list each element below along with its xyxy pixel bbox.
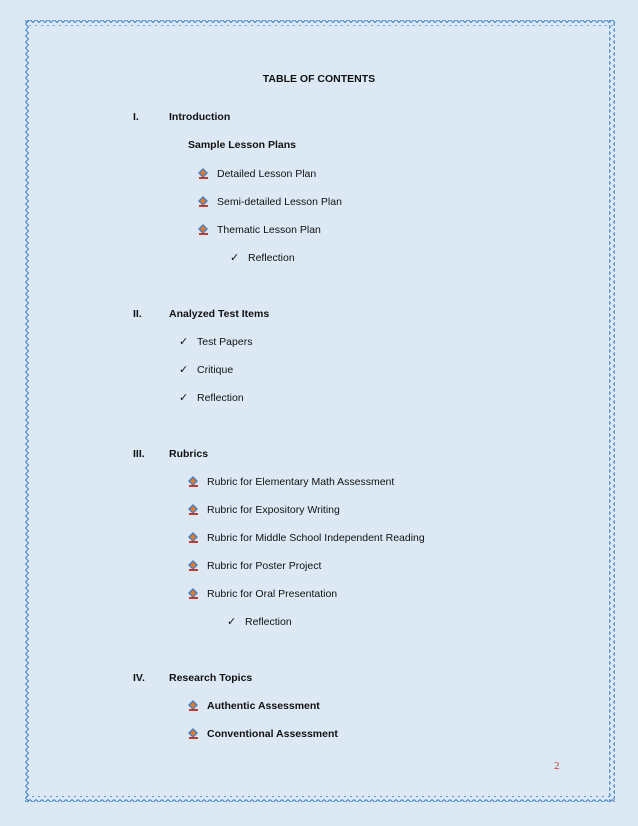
toc-item-label: Reflection xyxy=(245,616,292,628)
check-mark-icon: ✓ xyxy=(179,364,189,376)
toc-item-label: Conventional Assessment xyxy=(207,728,338,740)
section-4-heading: Research Topics xyxy=(169,672,253,684)
toc-item xyxy=(179,391,244,405)
toc-item-label: Rubric for Middle School Independent Reading xyxy=(207,532,425,544)
toc-item-label: Thematic Lesson Plan xyxy=(217,224,321,236)
toc-item-label: Rubric for Expository Writing xyxy=(207,504,340,516)
section-4-numeral: IV. xyxy=(133,672,145,684)
check-mark-icon: ✓ xyxy=(227,616,237,628)
page-title: TABLE OF CONTENTS xyxy=(262,73,376,85)
toc-item xyxy=(179,363,233,377)
section-2-heading: Analyzed Test Items xyxy=(169,308,270,320)
diamond-bullet-icon xyxy=(198,168,209,180)
diamond-bullet-icon xyxy=(188,532,199,544)
toc-item xyxy=(227,615,292,629)
diamond-bullet-icon xyxy=(188,588,199,600)
toc-item-label: Reflection xyxy=(248,252,295,264)
toc-item-label: Critique xyxy=(197,364,234,376)
toc-item-label: Reflection xyxy=(197,392,244,404)
section-1-heading: Introduction xyxy=(169,111,231,123)
toc-item xyxy=(179,335,252,349)
toc-item-label: Semi-detailed Lesson Plan xyxy=(217,196,342,208)
diamond-bullet-icon xyxy=(198,196,209,208)
page-number: 2 xyxy=(554,760,560,772)
toc-item xyxy=(188,475,394,489)
toc-item xyxy=(188,531,425,545)
toc-item xyxy=(188,727,338,741)
section-2-numeral: II. xyxy=(133,308,142,320)
diamond-bullet-icon xyxy=(188,728,199,740)
toc-item-label: Sample Lesson Plans xyxy=(188,139,296,151)
toc-item-label: Detailed Lesson Plan xyxy=(217,168,317,180)
section-1-numeral: I. xyxy=(133,111,139,123)
check-mark-icon: ✓ xyxy=(230,252,240,264)
check-mark-icon: ✓ xyxy=(179,336,189,348)
toc-item-label: Test Papers xyxy=(197,336,253,348)
section-3-heading: Rubrics xyxy=(169,448,209,460)
diamond-bullet-icon xyxy=(188,504,199,516)
toc-item xyxy=(198,223,321,237)
toc-item xyxy=(188,503,340,517)
toc-item xyxy=(188,699,320,713)
toc-item xyxy=(230,251,295,265)
section-3-numeral: III. xyxy=(133,448,145,460)
toc-item-label: Authentic Assessment xyxy=(207,700,320,712)
toc-item-label: Rubric for Elementary Math Assessment xyxy=(207,476,395,488)
check-mark-icon: ✓ xyxy=(179,392,189,404)
toc-item xyxy=(198,195,342,209)
toc-item xyxy=(188,559,321,573)
toc-item xyxy=(198,167,316,181)
toc-item-label: Rubric for Oral Presentation xyxy=(207,588,338,600)
toc-item-label: Rubric for Poster Project xyxy=(207,560,322,572)
diamond-bullet-icon xyxy=(188,700,199,712)
diamond-bullet-icon xyxy=(188,476,199,488)
toc-item xyxy=(188,587,337,601)
diamond-bullet-icon xyxy=(198,224,209,236)
toc-item xyxy=(188,138,296,152)
diamond-bullet-icon xyxy=(188,560,199,572)
